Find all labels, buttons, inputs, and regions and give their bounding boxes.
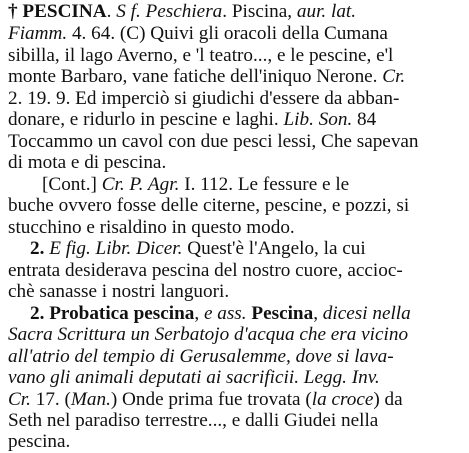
entry-line — [8, 411, 378, 432]
bold-run: † — [8, 1, 23, 22]
text-run: Toccammo un cavol con due pesci lessi, Che sapevan — [8, 131, 419, 152]
text-run: . Piscina, — [222, 1, 297, 22]
entry-line — [8, 261, 403, 282]
text-run: monte Barbaro, vane fatiche dell'iniquo Nerone. — [8, 66, 383, 87]
entry-line — [30, 304, 411, 325]
text-run: 84 — [352, 109, 377, 130]
entry-line — [8, 325, 408, 346]
italic-run: la croce — [311, 389, 374, 410]
italic-run: S f. Peschiera — [116, 1, 223, 22]
text-run: Seth nel paradiso terrestre..., e dalli Giudei nella — [8, 410, 379, 431]
entry-line — [8, 46, 393, 67]
italic-run: Fiamm. — [8, 23, 68, 44]
italic-run: vano gli animali deputati ai sacrificii. — [8, 367, 299, 388]
text-run: pescina. — [8, 431, 71, 452]
entry-line — [8, 282, 229, 303]
text-run: 17. ( — [30, 389, 71, 410]
text-run: stucchino e risaldino in questo modo. — [8, 217, 295, 238]
entry-line — [8, 218, 295, 239]
entry-line — [8, 153, 166, 174]
text-run: I. 112. Le fessure e le — [179, 174, 350, 195]
text-run: sibilla, il lago Averno, e 'l teatro..., e le pescine, e'l — [8, 45, 394, 66]
text-run: , — [194, 303, 204, 324]
text-run: Quest'è l'Angelo, la cui — [182, 238, 366, 259]
entry-line — [8, 67, 405, 88]
bold-run: PESCINA — [22, 1, 107, 22]
italic-run: Cr. P. Agr. — [101, 174, 180, 195]
entry-line — [30, 239, 366, 260]
text-run: , — [313, 303, 323, 324]
entry-line — [8, 24, 388, 45]
entry-line — [8, 432, 70, 453]
italic-run: Cr. — [8, 389, 31, 410]
italic-run: Lib. Son. — [283, 109, 353, 130]
text-run: 4. 64. (C) Quivi gli oracoli della Cumana — [67, 23, 388, 44]
italic-run: all'atrio del tempio di Gerusalemme, dove si lava- — [8, 346, 394, 367]
bold-run: 2. Probatica pescina — [30, 303, 195, 324]
entry-line — [8, 368, 380, 389]
italic-run: Man. — [70, 389, 111, 410]
entry-line — [8, 390, 403, 411]
entry-line — [8, 132, 419, 153]
text-run: chè sanasse i nostri languori. — [8, 281, 230, 302]
italic-run: Cr. — [382, 66, 406, 87]
text-run: buche ovvero fosse delle citerne, pescine, e pozzi, si — [8, 195, 410, 216]
italic-run: e ass. — [203, 303, 247, 324]
text-run: ) Onde prima fue trovata ( — [110, 389, 312, 410]
entry-line — [8, 89, 399, 110]
italic-run: E fig. Libr. Dicer. — [49, 238, 183, 259]
italic-run: Legg. Inv. — [303, 367, 380, 388]
entry-line — [8, 2, 356, 23]
text-run: di mota e di pescina. — [8, 152, 167, 173]
italic-run: dicesi nella — [322, 303, 411, 324]
text-run: donare, e ridurlo in pescine e laghi. — [8, 109, 284, 130]
italic-run: Sacra Scrittura un Serbatojo d'acqua che era vicino — [8, 324, 409, 345]
text-run: [Cont.] — [42, 174, 102, 195]
entry-line — [8, 347, 394, 368]
text-run: ) da — [373, 389, 403, 410]
text-run: . — [106, 1, 117, 22]
bold-run: 2. — [30, 238, 50, 259]
bold-run: Pescina — [251, 303, 314, 324]
entry-line — [42, 175, 349, 196]
italic-run: aur. lat. — [296, 1, 357, 22]
entry-line — [8, 110, 376, 131]
entry-line — [8, 196, 409, 217]
text-run: 2. 19. 9. Ed imperciò si giudichi d'essere da abban- — [8, 88, 400, 109]
text-run: entrata desiderava pescina del nostro cuore, accioc- — [8, 260, 403, 281]
